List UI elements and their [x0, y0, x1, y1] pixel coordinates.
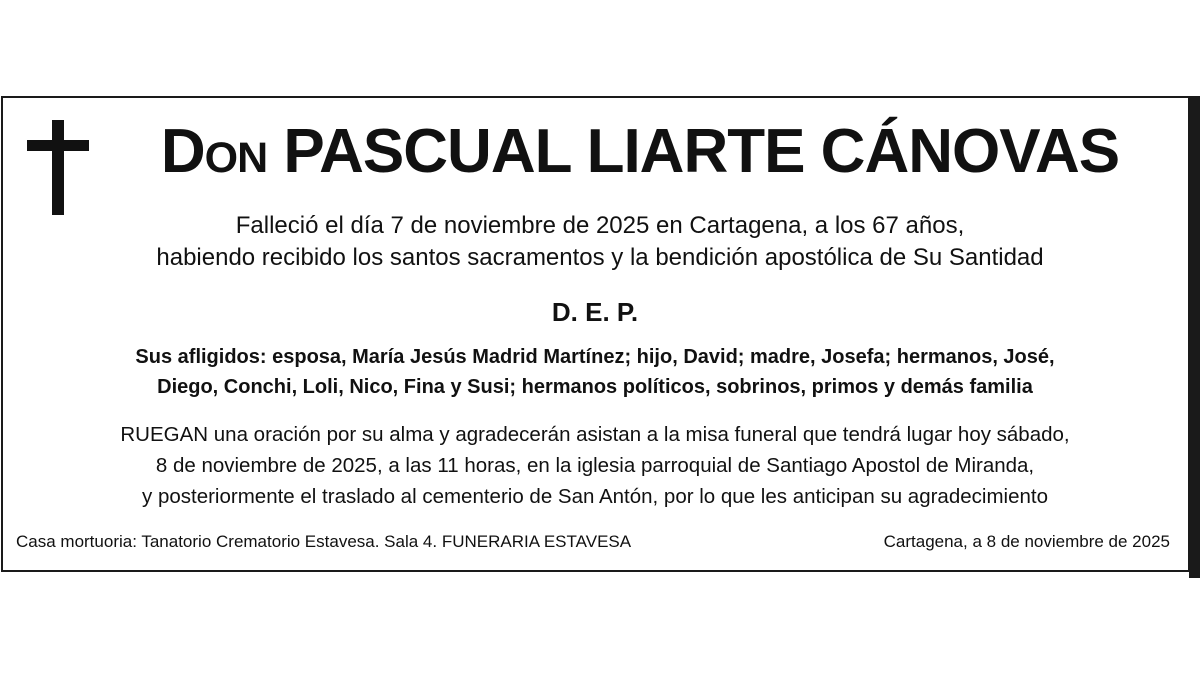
death-line-1: Falleció el día 7 de noviembre de 2025 en Cartagena, a los 67 años,	[235, 212, 965, 239]
death-line-2: habiendo recibido los santos sacramentos y la bendición apostólica de Su Santidad	[156, 244, 1044, 271]
deceased-name-heading	[110, 112, 1170, 192]
place-date: Cartagena, a 8 de noviembre de 2025	[883, 532, 1170, 551]
death-announcement	[30, 210, 1170, 274]
ruegan-line-1: RUEGAN una oración por su alma y agradecerán asistan a la misa funeral que tendrá lugar hoy sábado,	[120, 423, 1070, 446]
family-line-1: Sus afligidos: esposa, María Jesús Madrid Martínez; hijo, David; madre, Josefa; hermanos, José,	[135, 346, 1055, 368]
frame-shadow-edge	[1189, 96, 1200, 578]
dep-label: D. E. P.	[551, 297, 639, 327]
family-line-2: Diego, Conchi, Loli, Nico, Fina y Susi; hermanos políticos, sobrinos, primos y demás familia	[157, 376, 1033, 398]
cross-icon	[27, 120, 89, 215]
ruegan-line-2: 8 de noviembre de 2025, a las 11 horas, en la iglesia parroquial de Santiago Apostol de Miranda,	[155, 454, 1035, 477]
deceased-name: PASCUAL LIARTE CÁNOVAS	[283, 117, 1120, 186]
family-list	[20, 342, 1170, 402]
funeral-request	[20, 419, 1170, 512]
ruegan-line-3: y posteriormente el traslado al cementerio de San Antón, por lo que les anticipan su agradecimiento	[142, 485, 1048, 508]
funeral-home-info: Casa mortuoria: Tanatorio Crematorio Estavesa. Sala 4. FUNERARIA ESTAVESA	[16, 532, 632, 551]
honorific: Don	[160, 117, 268, 186]
